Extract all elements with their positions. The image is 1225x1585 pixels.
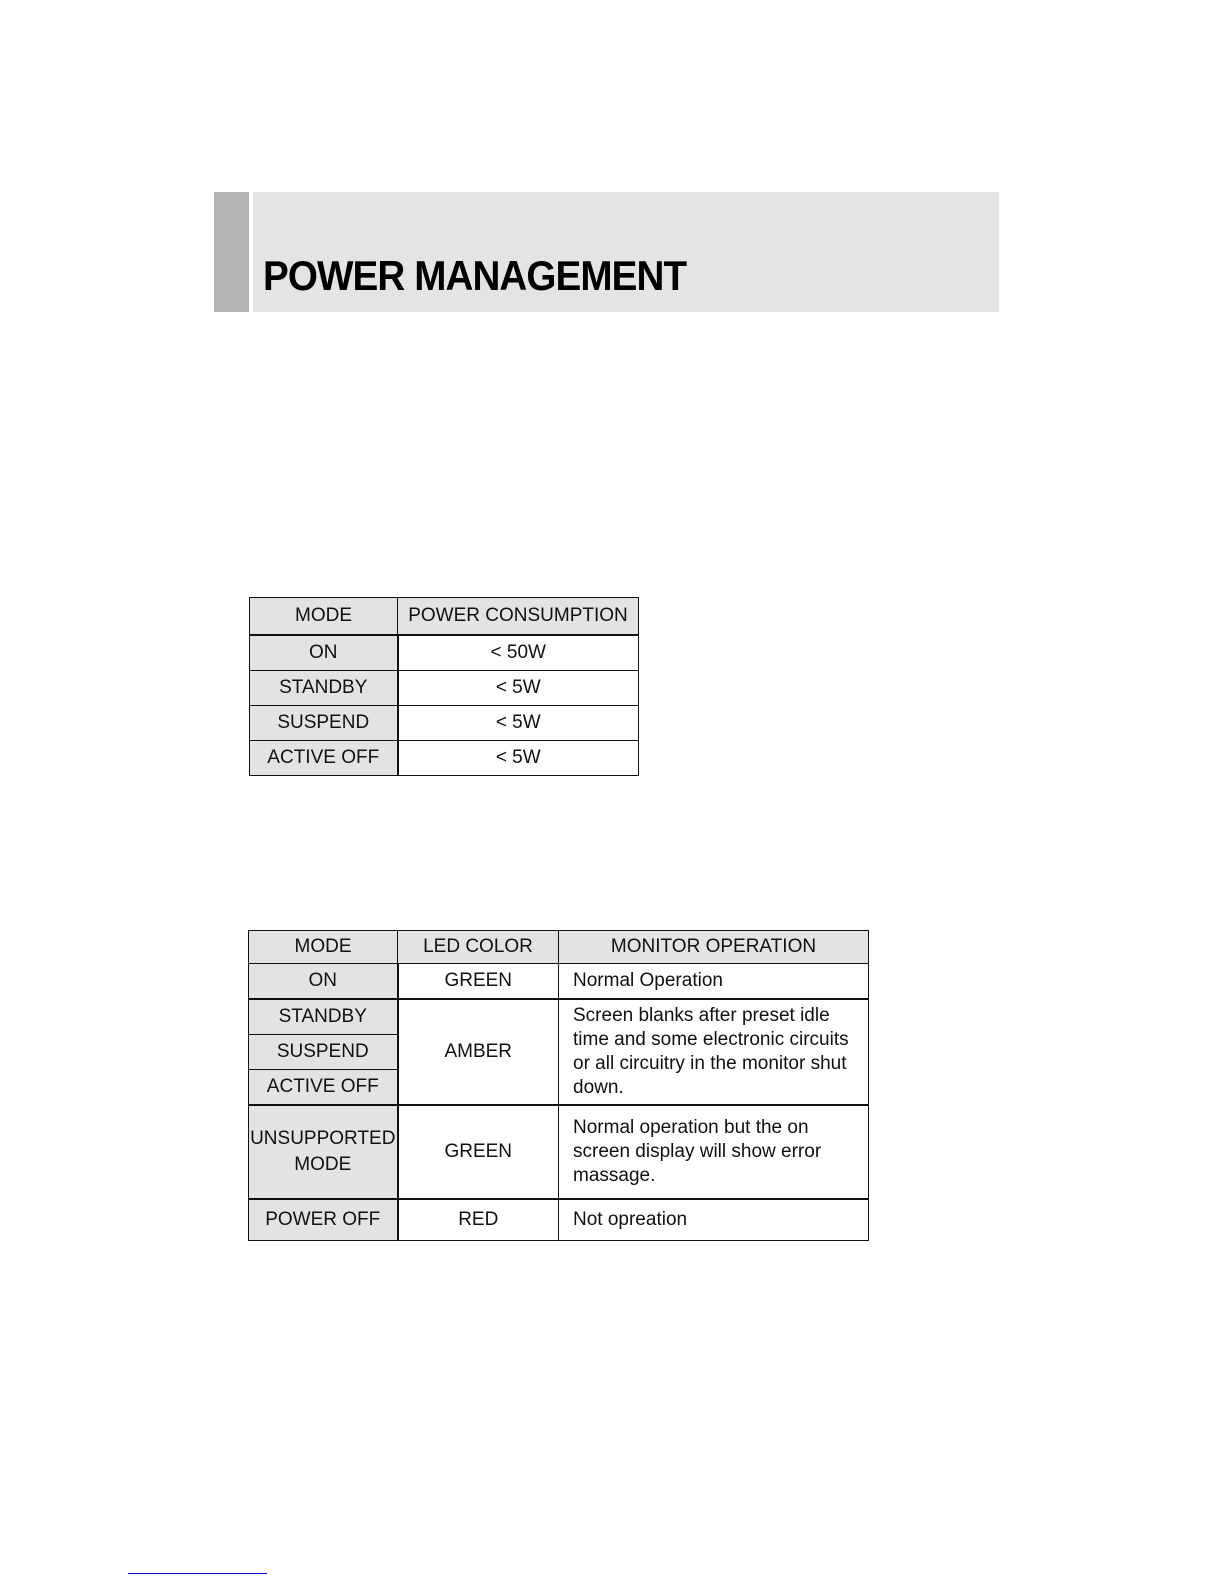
table-row xyxy=(250,741,639,776)
column-header-mode: MODE xyxy=(250,598,398,636)
mode-cell: POWER OFF xyxy=(249,1199,398,1241)
page-title: POWER MANAGEMENT xyxy=(263,252,687,299)
footer-link-underline xyxy=(128,1573,267,1574)
column-header-power-consumption: POWER CONSUMPTION xyxy=(398,598,639,636)
consumption-cell: < 5W xyxy=(398,671,639,706)
consumption-cell: < 5W xyxy=(398,706,639,741)
power-consumption-table xyxy=(249,597,639,776)
mode-cell: SUSPEND xyxy=(250,706,398,741)
mode-cell: STANDBY xyxy=(250,671,398,706)
operation-cell: Normal operation but the on screen display will show error massage. xyxy=(559,1105,869,1199)
table-row xyxy=(249,964,869,1000)
led-color-cell: RED xyxy=(398,1199,559,1241)
mode-cell: ACTIVE OFF xyxy=(250,741,398,776)
operation-cell: Not opreation xyxy=(559,1199,869,1241)
table-row xyxy=(250,671,639,706)
consumption-cell: < 50W xyxy=(398,635,639,671)
mode-cell: STANDBY xyxy=(249,999,398,1035)
operation-cell: Normal Operation xyxy=(559,964,869,1000)
column-header-mode: MODE xyxy=(249,931,398,964)
column-header-monitor-operation: MONITOR OPERATION xyxy=(559,931,869,964)
table-row xyxy=(249,1105,869,1199)
table-row xyxy=(249,999,869,1035)
table-row xyxy=(250,706,639,741)
header-divider xyxy=(249,192,253,312)
table-row xyxy=(250,635,639,671)
mode-cell: ON xyxy=(249,964,398,1000)
led-color-cell: GREEN xyxy=(398,964,559,1000)
led-color-cell: GREEN xyxy=(398,1105,559,1199)
operation-cell: Screen blanks after preset idle time and some electronic circuits or all circuitry in the monitor shut down. xyxy=(559,999,869,1105)
mode-cell: ON xyxy=(250,635,398,671)
table-header-row xyxy=(249,931,869,964)
consumption-cell: < 5W xyxy=(398,741,639,776)
table-row xyxy=(249,1199,869,1241)
mode-cell: ACTIVE OFF xyxy=(249,1070,398,1106)
mode-cell: UNSUPPORTED MODE xyxy=(249,1105,398,1199)
led-status-table xyxy=(248,930,869,1241)
table-header-row xyxy=(250,598,639,636)
column-header-led-color: LED COLOR xyxy=(398,931,559,964)
header-accent-bar xyxy=(214,192,249,312)
led-color-cell: AMBER xyxy=(398,999,559,1105)
mode-cell: SUSPEND xyxy=(249,1035,398,1070)
